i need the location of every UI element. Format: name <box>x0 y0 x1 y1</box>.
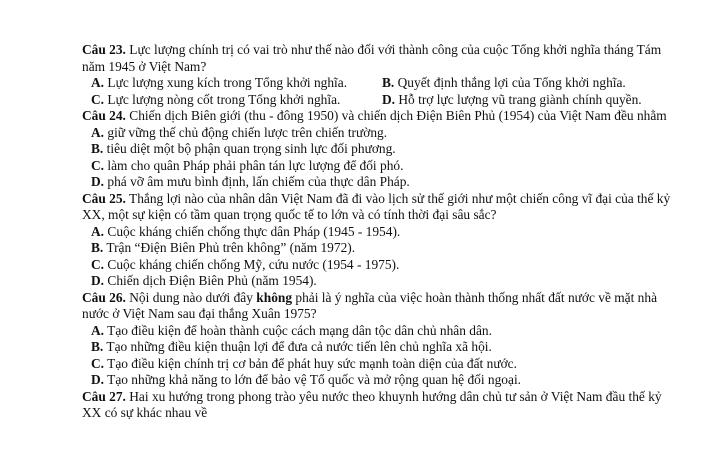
question-text: Chiến dịch Biên giới (thu - đông 1950) và chiến dịch Điện Biên Phủ (1954) của Việt Nam đều nhằm <box>129 108 667 123</box>
options-row <box>82 75 682 92</box>
option-text: Lực lượng nòng cốt trong Tổng khởi nghĩa. <box>107 91 341 107</box>
option-d <box>82 273 682 290</box>
option-text: tiêu diệt một bộ phận quan trọng sinh lực đối phương. <box>106 141 396 156</box>
option-d <box>82 372 682 389</box>
question-23 <box>82 42 682 75</box>
option-c <box>82 257 682 274</box>
question-number: Câu 25. <box>82 190 126 206</box>
option-letter: D. <box>91 372 105 387</box>
option-d <box>82 174 682 191</box>
option-letter: B. <box>91 339 104 354</box>
option-text: Trận “Điện Biên Phủ trên không” (năm 1972). <box>106 240 356 255</box>
question-text-after: phải là ý nghĩa của việc hoàn thành thống nhất đất nước về mặt nhà nước ở Việt Nam sau đại thắng Xuân 1975? <box>82 289 658 321</box>
option-text: Tạo điều kiện để hoàn thành cuộc cách mạng dân tộc dân chủ nhân dân. <box>107 322 492 338</box>
option-letter: C. <box>91 157 105 173</box>
option-d <box>382 92 642 109</box>
question-number: Câu 26. <box>82 289 126 305</box>
question-text: Thắng lợi nào của nhân dân Việt Nam đã đi vào lịch sử thế giới như một chiến công vĩ đại của thế kỷ XX, một sự kiện có tầm quan trọng quốc tế to lớn và có tính thời đại sâu sắc? <box>82 190 671 222</box>
option-text: Tạo điều kiện chính trị cơ bản để phát huy sức mạnh toàn diện của đất nước. <box>107 355 517 371</box>
question-text-before: Nội dung nào dưới đây <box>129 289 257 305</box>
option-letter: B. <box>382 75 395 90</box>
option-text: Quyết định thắng lợi của Tổng khởi nghĩa. <box>397 75 626 90</box>
option-letter: B. <box>91 141 104 156</box>
option-letter: D. <box>91 273 105 288</box>
option-c <box>82 356 682 373</box>
question-number: Câu 27. <box>82 388 126 404</box>
option-a <box>82 125 682 142</box>
question-number: Câu 24. <box>82 108 126 123</box>
option-text: làm cho quân Pháp phải phân tán lực lượng để đối phó. <box>107 157 404 173</box>
option-c <box>82 158 682 175</box>
question-emphasis: không <box>256 289 293 305</box>
option-text: giữ vững thế chủ động chiến lược trên chiến trường. <box>107 124 388 140</box>
exam-page <box>82 42 682 422</box>
option-letter: A. <box>91 322 105 338</box>
option-text: Cuộc kháng chiến chống Mỹ, cứu nước (1954 - 1975). <box>107 256 400 272</box>
option-letter: C. <box>91 256 105 272</box>
option-text: Cuộc kháng chiến chống thực dân Pháp (1945 - 1954). <box>107 223 401 239</box>
option-text: Lực lượng xung kích trong Tổng khởi nghĩa. <box>107 75 348 90</box>
option-a <box>82 224 682 241</box>
option-letter: D. <box>382 91 396 107</box>
option-text: Chiến dịch Điện Biên Phủ (năm 1954). <box>107 273 317 288</box>
option-text: Hỗ trợ lực lượng vũ trang giành chính quyền. <box>398 91 642 107</box>
option-letter: C. <box>91 91 105 107</box>
question-27 <box>82 389 682 422</box>
question-text: Hai xu hướng trong phong trào yêu nước theo khuynh hướng dân chủ tư sản ở Việt Nam đầu thế kỷ XX có sự khác nhau về <box>82 388 662 420</box>
option-letter: D. <box>91 174 105 189</box>
option-text: Tạo những khả năng to lớn để bảo vệ Tổ quốc và mở rộng quan hệ đối ngoại. <box>107 372 522 387</box>
option-text: Tạo những điều kiện thuận lợi để đưa cả nước tiến lên chủ nghĩa xã hội. <box>106 339 492 354</box>
option-letter: C. <box>91 355 105 371</box>
option-b <box>382 75 626 92</box>
option-letter: A. <box>91 223 105 239</box>
option-b <box>82 240 682 257</box>
question-24 <box>82 108 682 125</box>
question-number: Câu 23. <box>82 42 126 57</box>
option-letter: A. <box>91 75 105 90</box>
option-b <box>82 339 682 356</box>
question-25 <box>82 191 682 224</box>
option-letter: A. <box>91 124 105 140</box>
options-row <box>82 92 682 109</box>
option-b <box>82 141 682 158</box>
option-a <box>91 75 382 92</box>
question-text: Lực lượng chính trị có vai trò như thế nào đối với thành công của cuộc Tổng khởi nghĩa tháng Tám năm 1945 ở Việt Nam? <box>82 42 662 74</box>
option-c <box>91 92 382 109</box>
option-letter: B. <box>91 240 104 255</box>
option-a <box>82 323 682 340</box>
question-26 <box>82 290 682 323</box>
option-text: phá vỡ âm mưu bình định, lấn chiếm của thực dân Pháp. <box>107 174 410 189</box>
